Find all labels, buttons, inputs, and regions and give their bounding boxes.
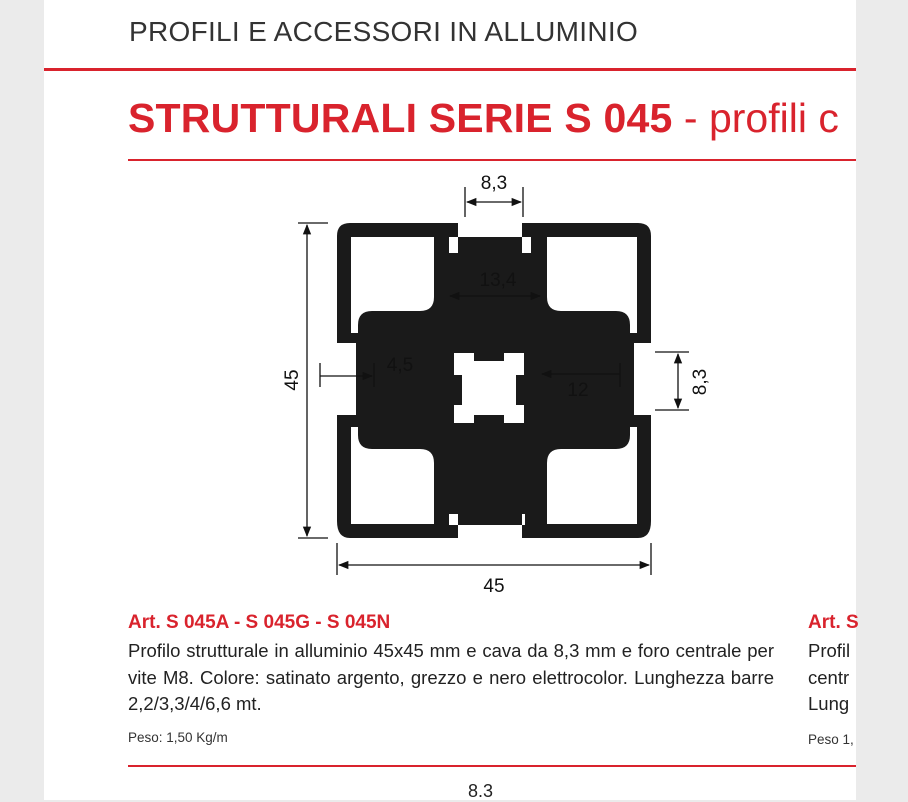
page-number: 8.3 bbox=[468, 781, 494, 801]
product-description: Profilo strutturale in alluminio 45x45 mm e cava da 8,3 mm e foro centrale per vite M8. Colore: satinato argento, grezzo e nero elettrocolor. Lunghezza barre 2,2/3,3/4/6,6 mt. bbox=[128, 640, 774, 714]
running-header: PROFILI E ACCESSORI IN ALLUMINIO bbox=[129, 16, 639, 47]
footer-rule bbox=[128, 765, 856, 767]
dim-label-bore: 12 bbox=[567, 380, 589, 401]
section-title-bold: STRUTTURALI SERIE S 045 bbox=[128, 95, 673, 141]
dim-label-slot-top: 8,3 bbox=[480, 173, 508, 194]
product-weight: Peso: 1,50 Kg/m bbox=[128, 730, 228, 745]
product-article-title-2: Art. S bbox=[808, 612, 859, 633]
profile-technical-drawing bbox=[224, 165, 711, 605]
profile-drawing-svg bbox=[224, 165, 711, 605]
product-description-2: Profil centr Lung bbox=[808, 640, 851, 714]
section-title-light: - profili c bbox=[672, 95, 839, 141]
header-rule bbox=[44, 68, 856, 71]
dim-label-wall: 4,5 bbox=[386, 355, 414, 376]
section-title bbox=[128, 92, 839, 144]
product-article-title: Art. S 045A - S 045G - S 045N bbox=[128, 612, 391, 633]
dim-label-slot-side: 8,3 bbox=[690, 368, 711, 396]
catalog-page bbox=[44, 0, 859, 801]
dim-label-width: 45 bbox=[483, 576, 505, 597]
title-rule bbox=[128, 159, 856, 161]
dim-label-height: 45 bbox=[282, 369, 303, 391]
dim-label-inner: 13,4 bbox=[479, 270, 517, 291]
product-weight-2: Peso 1, bbox=[808, 732, 854, 747]
